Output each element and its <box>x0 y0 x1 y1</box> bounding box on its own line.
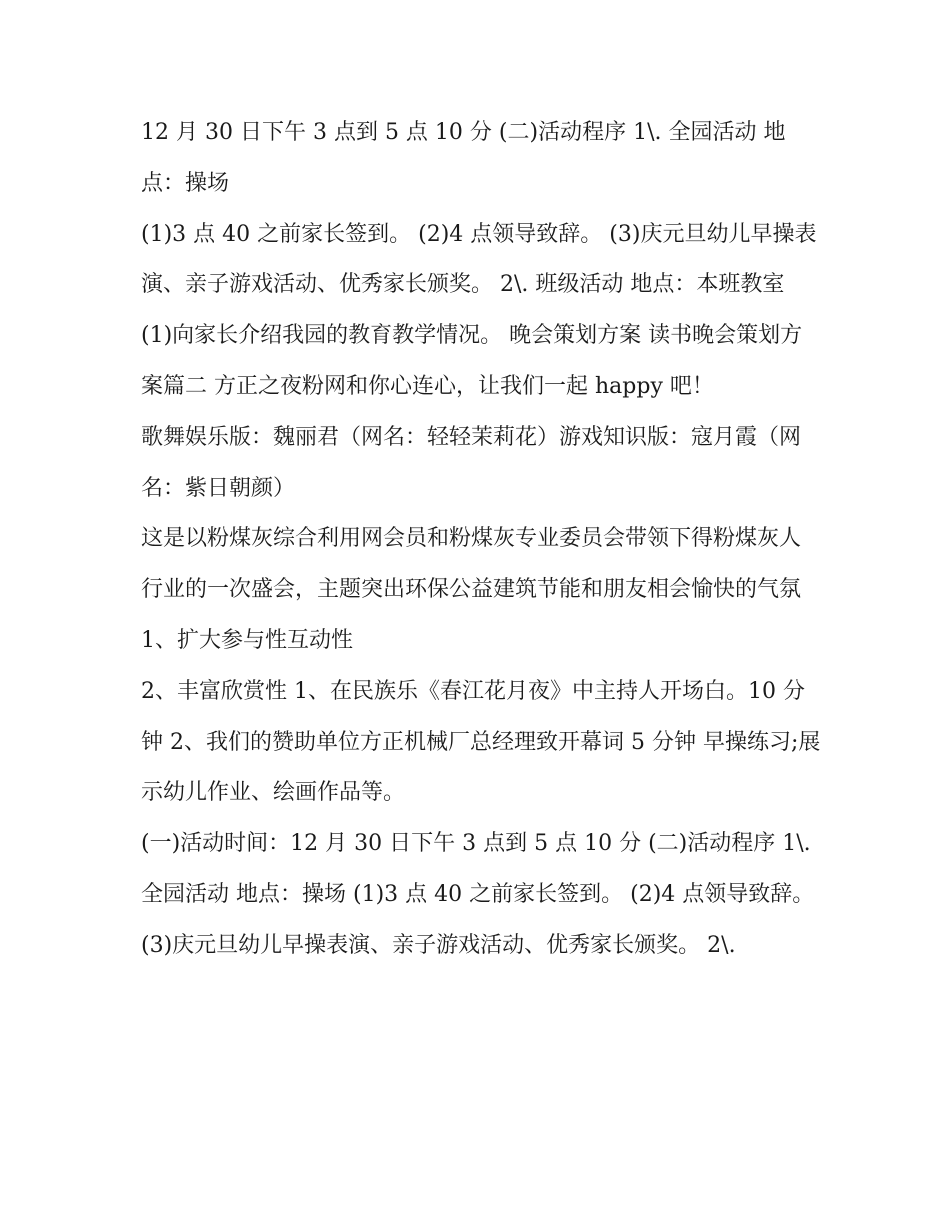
paragraph-1: 12 月 30 日下午 3 点到 5 点 10 分 (二)活动程序 1\. 全园活动 地点：操场 <box>141 120 786 196</box>
paragraph-4: 歌舞娱乐版：魏丽君（网名：轻轻茉莉花）游戏知识版：寇月霞（网名：紫日朝颜） <box>141 424 802 501</box>
paragraph-2: (1)3 点 40 之前家长签到。 (2)4 点领导致辞。 (3)庆元旦幼儿早操表演、亲子游戏活动、优秀家长颁奖。 2\. 班级活动 地点：本班教室 <box>141 221 817 298</box>
paragraph-6: 2、丰富欣赏性 1、在民族乐《春江花月夜》中主持人开场白。10 分钟 2、我们的赞助单位方正机械厂总经理致开幕词 5 分钟 早操练习;展示幼儿作业、绘画作品等。 <box>141 678 821 806</box>
paragraph-3: (1)向家长介绍我园的教育教学情况。 晚会策划方案 读书晚会策划方案篇二 方正之夜粉网和你心连心，让我们一起 happy 吧！ <box>141 323 803 399</box>
document-body <box>141 108 821 972</box>
paragraph-8: (3)庆元旦幼儿早操表演、亲子游戏活动、优秀家长颁奖。 2\. <box>141 932 736 958</box>
paragraph-5: 这是以粉煤灰综合利用网会员和粉煤灰专业委员会带领下得粉煤灰人行业的一次盛会，主题突出环保公益建筑节能和朋友相会愉快的气氛 1、扩大参与性互动性 <box>141 526 802 653</box>
paragraph-7: (一)活动时间：12 月 30 日下午 3 点到 5 点 10 分 (二)活动程序 1\. 全园活动 地点：操场 (1)3 点 40 之前家长签到。 (2)4 点领导致辞。 <box>141 831 815 907</box>
